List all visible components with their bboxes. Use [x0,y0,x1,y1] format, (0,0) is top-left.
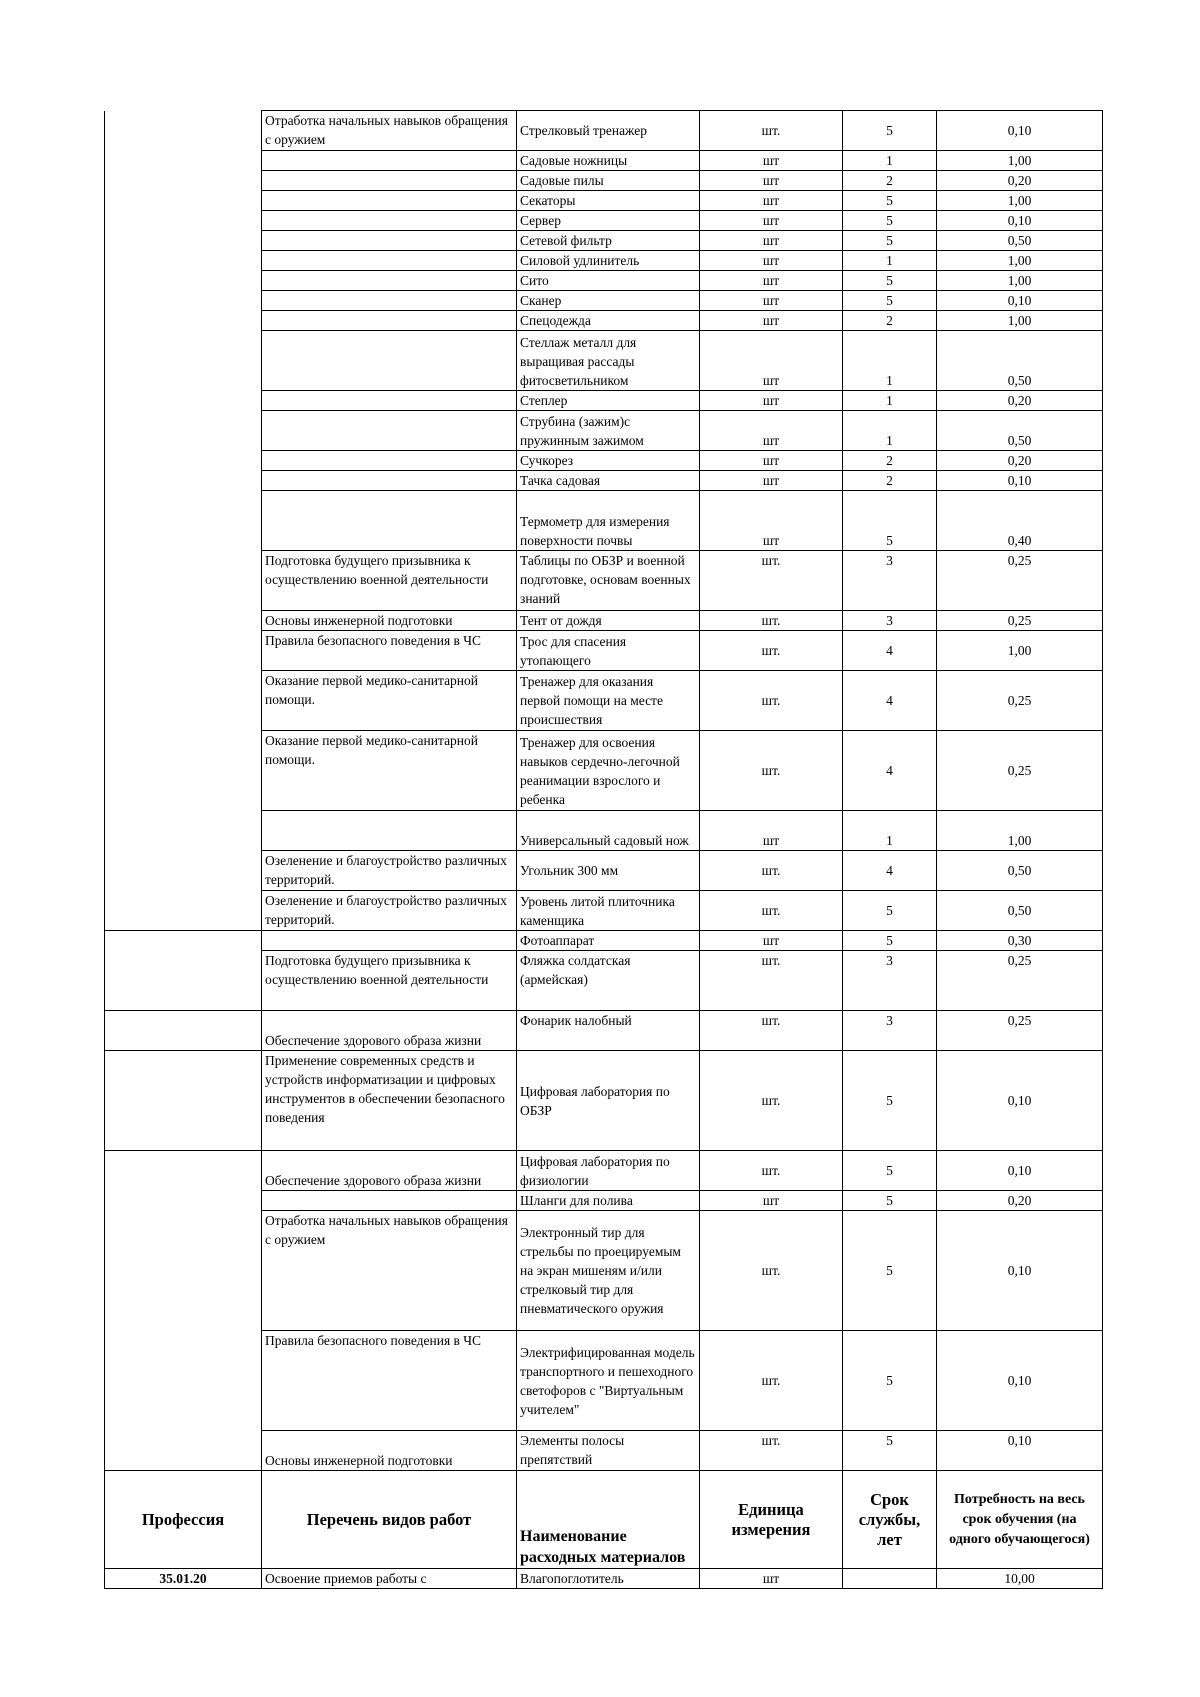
unit: шт. [700,631,843,671]
unit: шт [700,391,843,411]
table-row [105,671,1103,731]
material-name: Цифровая лаборатория по ОБЗР [517,1051,700,1151]
material-name: Таблицы по ОБЗР и военной подготовке, основам военных знаний [517,551,700,611]
service-life: 5 [843,1151,937,1191]
work-type: Применение современных средств и устройств информатизации и цифровых инструментов в обеспечении безопасного поведения [262,1051,517,1151]
work-type [262,411,517,451]
unit: шт [700,931,843,951]
table-row [105,891,1103,931]
table-row [105,191,1103,211]
profession-cell [105,111,262,151]
profession-cell [105,471,262,491]
work-type: Отработка начальных навыков обращения с оружием [262,111,517,151]
work-type [262,491,517,551]
need-per-student: 0,25 [937,611,1103,631]
table-row [105,111,1103,151]
service-life: 1 [843,151,937,171]
unit: шт [700,291,843,311]
material-name: Термометр для измерения поверхности почвы [517,491,700,551]
need-per-student: 0,10 [937,1211,1103,1331]
material-name: Сучкорез [517,451,700,471]
material-name: Электрифицированная модель транспортного и пешеходного светофоров с "Виртуальным учителем" [517,1331,700,1431]
table-row-profession [105,1569,1103,1589]
unit: шт [700,491,843,551]
service-life: 5 [843,111,937,151]
material-name: Сканер [517,291,700,311]
service-life: 5 [843,491,937,551]
table-row [105,631,1103,671]
need-per-student: 0,25 [937,671,1103,731]
work-type: Отработка начальных навыков обращения с оружием [262,1211,517,1331]
material-name: Садовые ножницы [517,151,700,171]
need-per-student: 0,50 [937,231,1103,251]
unit: шт. [700,1431,843,1471]
profession-cell [105,1331,262,1431]
profession-cell [105,231,262,251]
table-row [105,411,1103,451]
work-type [262,211,517,231]
service-life: 5 [843,271,937,291]
service-life: 5 [843,1211,937,1331]
need-per-student: 0,20 [937,451,1103,471]
unit: шт. [700,671,843,731]
profession-cell [105,611,262,631]
table-row [105,171,1103,191]
table-row [105,1331,1103,1431]
profession-cell [105,1051,262,1151]
profession-cell [105,731,262,811]
profession-cell [105,891,262,931]
work-type [262,231,517,251]
service-life: 5 [843,211,937,231]
table-row [105,851,1103,891]
service-life: 1 [843,331,937,391]
unit: шт [700,271,843,291]
work-type: Правила безопасного поведения в ЧС [262,1331,517,1431]
work-type [262,311,517,331]
material-name: Стрелковый тренажер [517,111,700,151]
profession-cell [105,331,262,391]
work-type [262,931,517,951]
profession-cell [105,391,262,411]
table-row [105,251,1103,271]
material-name: Тренажер для оказания первой помощи на месте происшествия [517,671,700,731]
service-life: 2 [843,451,937,471]
profession-cell [105,811,262,851]
unit: шт. [700,1051,843,1151]
need-per-student: 0,10 [937,291,1103,311]
material-name: Сетевой фильтр [517,231,700,251]
need-per-student: 0,20 [937,171,1103,191]
material-name: Универсальный садовый нож [517,811,700,851]
table-row [105,951,1103,1011]
need-per-student: 0,10 [937,1051,1103,1151]
header-unit: Единица измерения [700,1471,843,1569]
service-life: 5 [843,231,937,251]
profession-cell [105,1151,262,1191]
header-materials: Наименование расходных материалов [517,1471,700,1569]
table-row [105,231,1103,251]
work-type [262,291,517,311]
unit: шт. [700,851,843,891]
work-type [262,811,517,851]
profession-cell [105,151,262,171]
service-life: 4 [843,731,937,811]
need-per-student: 10,00 [937,1569,1103,1589]
profession-cell [105,631,262,671]
profession-cell [105,951,262,1011]
service-life: 4 [843,851,937,891]
table-row [105,1211,1103,1331]
need-per-student: 0,10 [937,471,1103,491]
material-name: Фляжка солдатская (армейская) [517,951,700,1011]
table-row [105,291,1103,311]
work-type [262,451,517,471]
unit: шт [700,251,843,271]
table-row [105,931,1103,951]
profession-cell [105,171,262,191]
material-name: Садовые пилы [517,171,700,191]
service-life: 2 [843,311,937,331]
service-life: 3 [843,551,937,611]
unit: шт. [700,611,843,631]
work-type: Озеленение и благоустройство различных территорий. [262,851,517,891]
work-type [262,1191,517,1211]
work-type: Озеленение и благоустройство различных территорий. [262,891,517,931]
header-need: Потребность на весь срок обучения (на одного обучающегося) [937,1471,1103,1569]
profession-cell [105,451,262,471]
service-life: 4 [843,671,937,731]
service-life: 5 [843,1431,937,1471]
unit: шт. [700,1011,843,1051]
profession-cell [105,1011,262,1051]
profession-cell [105,1431,262,1471]
work-type: Обеспечение здорового образа жизни [262,1151,517,1191]
service-life: 5 [843,291,937,311]
table-row [105,1051,1103,1151]
need-per-student: 1,00 [937,311,1103,331]
header-profession: Профессия [105,1471,262,1569]
unit: шт. [700,891,843,931]
need-per-student: 0,10 [937,1151,1103,1191]
service-life: 3 [843,951,937,1011]
unit: шт. [700,551,843,611]
unit: шт [700,211,843,231]
unit: шт. [700,1151,843,1191]
table-row [105,331,1103,391]
need-per-student: 1,00 [937,251,1103,271]
service-life: 1 [843,811,937,851]
profession-cell [105,211,262,231]
service-life: 1 [843,251,937,271]
work-type [262,191,517,211]
profession-cell [105,311,262,331]
profession-cell [105,1191,262,1211]
unit: шт. [700,731,843,811]
need-per-student: 0,10 [937,1331,1103,1431]
material-name: Сито [517,271,700,291]
service-life: 1 [843,411,937,451]
profession-cell [105,491,262,551]
service-life: 5 [843,891,937,931]
work-type [262,151,517,171]
unit: шт [700,311,843,331]
table-row [105,1151,1103,1191]
unit: шт [700,451,843,471]
header-row [105,1471,1103,1569]
need-per-student: 0,25 [937,1011,1103,1051]
table-row [105,811,1103,851]
need-per-student: 0,20 [937,391,1103,411]
work-type: Освоение приемов работы с [262,1569,517,1589]
need-per-student: 1,00 [937,151,1103,171]
table-row [105,151,1103,171]
need-per-student: 0,10 [937,211,1103,231]
table-row [105,1191,1103,1211]
table-row [105,211,1103,231]
profession-cell [105,251,262,271]
unit: шт [700,811,843,851]
need-per-student: 0,50 [937,851,1103,891]
profession-cell [105,271,262,291]
service-life: 4 [843,631,937,671]
need-per-student: 0,50 [937,891,1103,931]
work-type: Правила безопасного поведения в ЧС [262,631,517,671]
material-name: Степлер [517,391,700,411]
table-row [105,311,1103,331]
material-name: Силовой удлинитель [517,251,700,271]
material-name: Фотоаппарат [517,931,700,951]
unit: шт [700,411,843,451]
header-life: Срок службы, лет [843,1471,937,1569]
unit: шт [700,471,843,491]
need-per-student: 0,30 [937,931,1103,951]
work-type [262,171,517,191]
profession-cell [105,671,262,731]
unit: шт [700,1569,843,1589]
unit: шт [700,171,843,191]
material-name: Угольник 300 мм [517,851,700,891]
need-per-student: 1,00 [937,271,1103,291]
equipment-table [104,110,1102,1589]
material-name: Сервер [517,211,700,231]
need-per-student: 0,10 [937,1431,1103,1471]
material-name: Элементы полосы препятствий [517,1431,700,1471]
need-per-student: 1,00 [937,631,1103,671]
unit: шт [700,231,843,251]
work-type: Оказание первой медико-санитарной помощи. [262,671,517,731]
work-type: Подготовка будущего призывника к осуществлению военной деятельности [262,551,517,611]
work-type [262,471,517,491]
table-row [105,471,1103,491]
unit: шт [700,191,843,211]
material-name: Струбина (зажим)с пружинным зажимом [517,411,700,451]
profession-cell [105,931,262,951]
unit: шт. [700,111,843,151]
service-life: 2 [843,171,937,191]
material-name: Трос для спасения утопающего [517,631,700,671]
material-name: Секаторы [517,191,700,211]
profession-cell [105,411,262,451]
need-per-student: 0,50 [937,331,1103,391]
need-per-student: 0,25 [937,951,1103,1011]
service-life: 5 [843,1051,937,1151]
profession-code: 35.01.20 [105,1569,262,1589]
service-life: 3 [843,1011,937,1051]
table-row [105,391,1103,411]
service-life: 5 [843,1331,937,1431]
work-type [262,391,517,411]
table-row [105,1011,1103,1051]
table-row [105,1431,1103,1471]
work-type [262,331,517,391]
service-life: 1 [843,391,937,411]
need-per-student: 0,25 [937,551,1103,611]
material-name: Фонарик налобный [517,1011,700,1051]
table-row [105,731,1103,811]
material-name: Тренажер для освоения навыков сердечно-легочной реанимации взрослого и ребенка [517,731,700,811]
work-type: Оказание первой медико-санитарной помощи. [262,731,517,811]
need-per-student: 0,10 [937,111,1103,151]
material-name: Электронный тир для стрельбы по проецируемым на экран мишеням и/или стрелковый тир для пневматического оружия [517,1211,700,1331]
table-row [105,451,1103,471]
table-row [105,551,1103,611]
table-row [105,491,1103,551]
service-life: 3 [843,611,937,631]
material-name: Тент от дождя [517,611,700,631]
need-per-student: 0,40 [937,491,1103,551]
need-per-student: 0,20 [937,1191,1103,1211]
header-works: Перечень видов работ [262,1471,517,1569]
work-type: Подготовка будущего призывника к осуществлению военной деятельности [262,951,517,1011]
work-type [262,271,517,291]
service-life: 2 [843,471,937,491]
need-per-student: 1,00 [937,191,1103,211]
unit: шт. [700,1211,843,1331]
profession-cell [105,551,262,611]
unit: шт [700,151,843,171]
material-name: Спецодежда [517,311,700,331]
material-name: Тачка садовая [517,471,700,491]
profession-cell [105,1211,262,1331]
service-life [843,1569,937,1589]
table-row [105,611,1103,631]
need-per-student: 1,00 [937,811,1103,851]
material-name: Уровень литой плиточника каменщика [517,891,700,931]
material-name: Цифровая лаборатория по физиологии [517,1151,700,1191]
unit: шт. [700,1331,843,1431]
need-per-student: 0,25 [937,731,1103,811]
profession-cell [105,291,262,311]
unit: шт [700,331,843,391]
material-name: Стеллаж металл для выращивая рассады фитосветильником [517,331,700,391]
need-per-student: 0,50 [937,411,1103,451]
profession-cell [105,191,262,211]
unit: шт [700,1191,843,1211]
work-type: Основы инженерной подготовки [262,1431,517,1471]
profession-cell [105,851,262,891]
service-life: 5 [843,931,937,951]
work-type [262,251,517,271]
unit: шт. [700,951,843,1011]
material-name: Шланги для полива [517,1191,700,1211]
service-life: 5 [843,191,937,211]
service-life: 5 [843,1191,937,1211]
work-type: Основы инженерной подготовки [262,611,517,631]
table-row [105,271,1103,291]
material-name: Влагопоглотитель [517,1569,700,1589]
work-type: Обеспечение здорового образа жизни [262,1011,517,1051]
